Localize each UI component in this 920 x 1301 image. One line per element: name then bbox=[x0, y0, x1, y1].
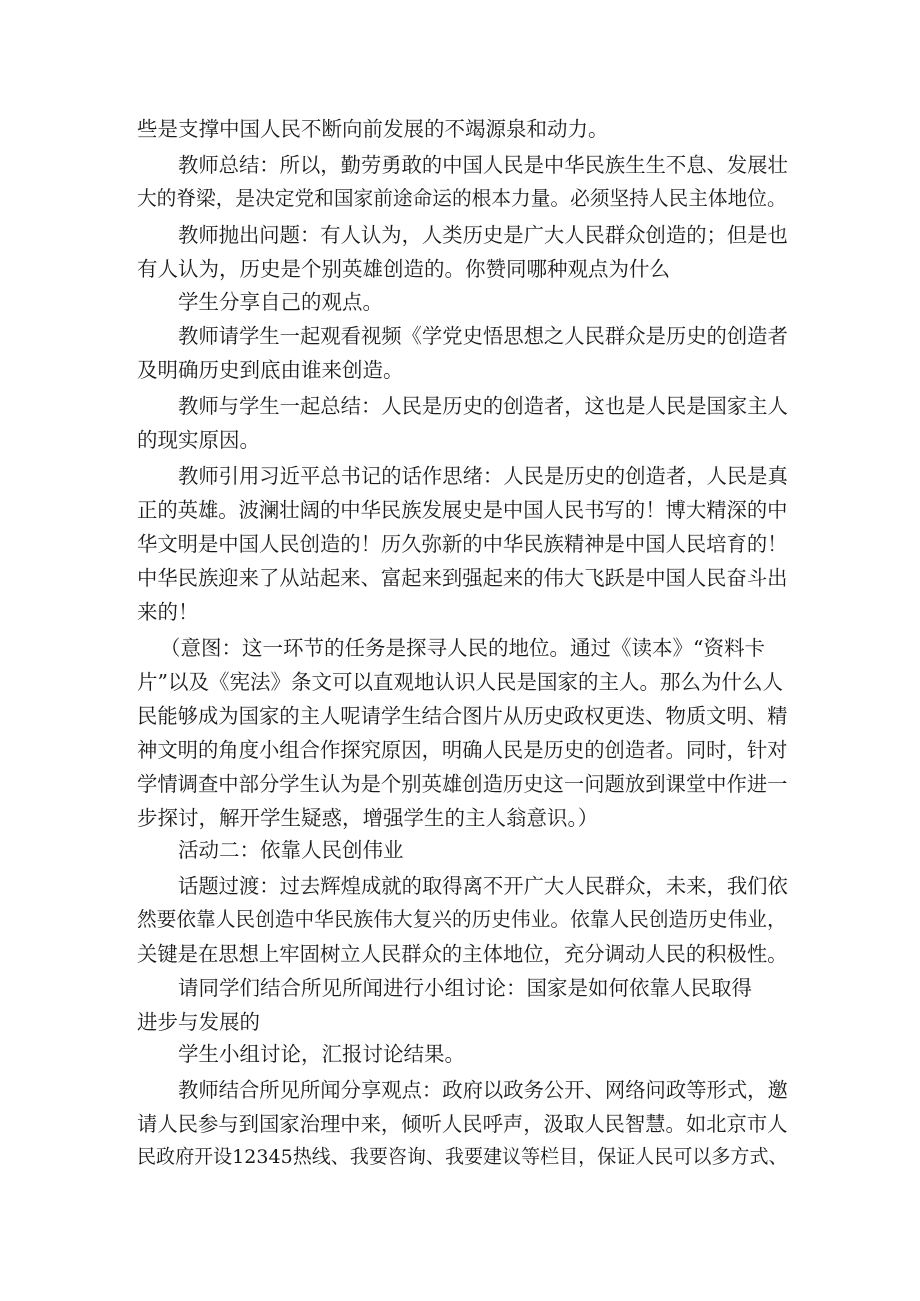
paragraph-line: 教师结合所见所闻分享观点：政府以政务公开、网络问政等形式，邀 bbox=[178, 1078, 788, 1102]
paragraph-line: 来的！ bbox=[137, 600, 199, 624]
paragraph-line: 神文明的角度小组合作探究原因，明确人民是历史的创造者。同时，针对 bbox=[137, 738, 788, 762]
paragraph-line: 正的英雄。波澜壮阔的中华民族发展史是中国人民书写的！博大精深的中 bbox=[137, 498, 788, 522]
paragraph-line: 教师与学生一起总结：人民是历史的创造者，这也是人民是国家主人 bbox=[178, 394, 788, 418]
paragraph-line: 些是支撑中国人民不断向前发展的不竭源泉和动力。 bbox=[137, 117, 609, 141]
paragraph-line: 华文明是中国人民创造的！历久弥新的中华民族精神是中国人民培育的！ bbox=[137, 532, 788, 556]
paragraph-line: 话题过渡：过去辉煌成就的取得离不开广大人民群众，未来，我们依 bbox=[178, 874, 788, 898]
paragraph-line: 步探讨，解开学生疑惑，增强学生的主人翁意识。） bbox=[137, 806, 599, 830]
paragraph-line: 民能够成为国家的主人呢请学生结合图片从历史政权更迭、物质文明、精 bbox=[137, 704, 788, 728]
paragraph-line: 中华民族迎来了从站起来、富起来到强起来的伟大飞跃是中国人民奋斗出 bbox=[137, 566, 788, 590]
paragraph-line: 学生小组讨论，汇报讨论结果。 bbox=[178, 1042, 465, 1066]
paragraph-line: 教师引用习近平总书记的话作思绪：人民是历史的创造者，人民是真 bbox=[178, 464, 788, 488]
paragraph-line: 及明确历史到底由谁来创造。 bbox=[137, 358, 404, 382]
paragraph-line: 请同学们结合所见所闻进行小组讨论：国家是如何依靠人民取得 bbox=[178, 976, 752, 1000]
paragraph-line: 学生分享自己的观点。 bbox=[178, 290, 383, 314]
paragraph-line: 进步与发展的 bbox=[137, 1010, 260, 1034]
paragraph-line: 教师总结：所以，勤劳勇敢的中国人民是中华民族生生不息、发展壮 bbox=[178, 153, 788, 177]
paragraph-line: 关键是在思想上牢固树立人民群众的主体地位，充分调动人民的积极性。 bbox=[137, 942, 788, 966]
paragraph-line: 请人民参与到国家治理中来，倾听人民呼声，汲取人民智慧。如北京市人 bbox=[137, 1112, 788, 1136]
paragraph-line: 有人认为，历史是个别英雄创造的。你赞同哪种观点为什么 bbox=[137, 257, 670, 281]
paragraph-line: 民政府开设12345热线、我要咨询、我要建议等栏目，保证人民可以多方式、 bbox=[137, 1146, 788, 1168]
section-heading: 活动二：依靠人民创伟业 bbox=[178, 838, 404, 862]
paragraph-line: 片”以及《宪法》条文可以直观地认识人民是国家的主人。那么为什么人 bbox=[137, 670, 783, 694]
paragraph-line: 学情调查中部分学生认为是个别英雄创造历史这一问题放到课堂中作进一 bbox=[137, 772, 788, 796]
paragraph-line: （意图：这一环节的任务是探寻人民的地位。通过《读本》“资料卡 bbox=[160, 636, 765, 660]
paragraph-line: 教师请学生一起观看视频《学党史悟思想之人民群众是历史的创造者 bbox=[178, 324, 788, 348]
paragraph-line: 的现实原因。 bbox=[137, 428, 260, 452]
paragraph-line: 教师抛出问题：有人认为，人类历史是广大人民群众创造的；但是也 bbox=[178, 223, 788, 247]
paragraph-line: 大的脊梁，是决定党和国家前途命运的根本力量。必须坚持人民主体地位。 bbox=[137, 187, 787, 210]
paragraph-line: 然要依靠人民创造中华民族伟大复兴的历史伟业。依靠人民创造历史伟业， bbox=[137, 908, 787, 931]
